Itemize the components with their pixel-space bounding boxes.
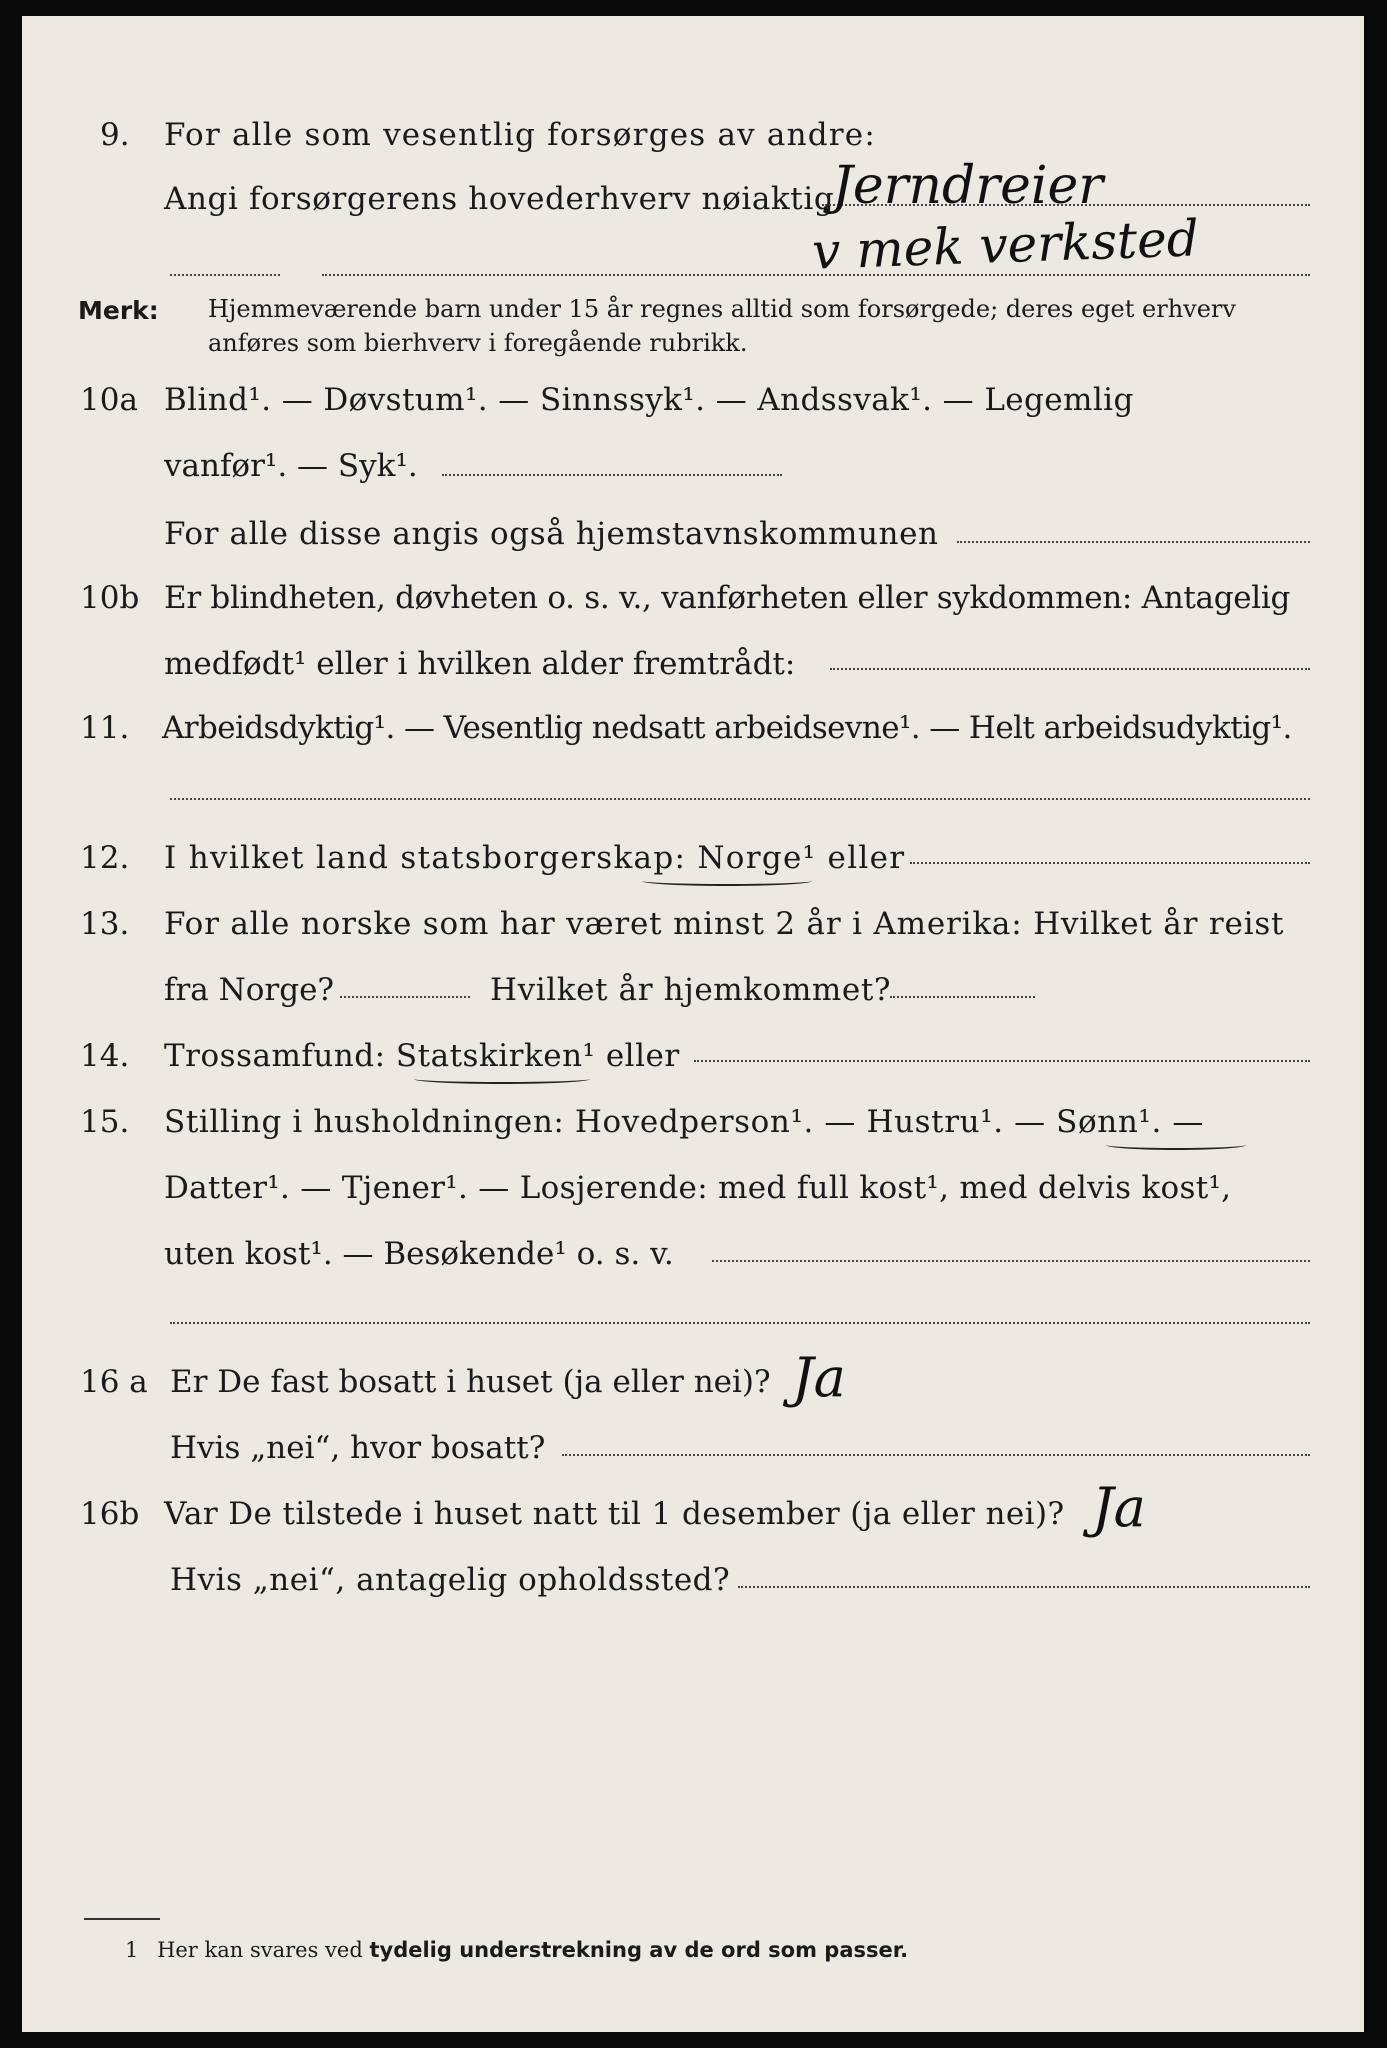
q10a-line1: Blind¹. — Døvstum¹. — Sinnssyk¹. — Andssvak¹. — Legemlig [164,382,1134,418]
q16b-line2: Hvis „nei“, antagelig opholdssted? [170,1562,731,1598]
q14-underline-statskirken [414,1074,590,1084]
footnote [125,1938,908,1962]
q16b-opholdssted-line [738,1586,1310,1588]
q16a-line1: Er De fast bosatt i huset (ja eller nei)? [170,1364,771,1400]
q10b-alder-line [830,668,1310,670]
merk-line2: anføres som bierhverv i foregående rubrikk. [208,329,748,357]
footnote-mark: 1 [125,1938,139,1962]
q10a-kommune-line [957,541,1310,543]
q13-hjemkommet-line [890,996,1035,998]
q10a-number: 10a [80,382,138,418]
q12-eller-line [910,862,1310,864]
q14-eller-line [694,1060,1310,1062]
q16a-handwritten-answer: Ja [792,1346,846,1409]
q11-line-a [170,798,868,800]
q9-answer-line2a [170,274,280,276]
q16b-handwritten-answer: Ja [1092,1476,1146,1539]
q10a-line3: For alle disse angis også hjemstavnskommunen [164,516,939,552]
q15-underline-sonn [1106,1140,1246,1150]
q9-handwritten-answer2: v mek verksted [811,209,1200,281]
q9-handwritten-answer1: Jerndreier [832,156,1104,216]
q15-line2: Datter¹. — Tjener¹. — Losjerende: med full kost¹, med delvis kost¹, [164,1170,1232,1206]
census-form-page [22,16,1364,2032]
q11-line-b [872,798,1310,800]
merk-line1: Hjemmeværende barn under 15 år regnes alltid som forsørgede; deres eget erhverv [208,295,1236,323]
q13-line2a: fra Norge? [164,972,335,1008]
q16a-line2: Hvis „nei“, hvor bosatt? [170,1430,546,1466]
q10b-line1: Er blindheten, døvheten o. s. v., vanførheten eller sykdommen: Antagelig [164,580,1291,616]
merk-label: Merk: [78,296,159,325]
q15-line1: Stilling i husholdningen: Hovedperson¹. — Hustru¹. — Sønn¹. — [164,1104,1204,1140]
q15-line3: uten kost¹. — Besøkende¹ o. s. v. [164,1236,674,1272]
q13-line2b: Hvilket år hjemkommet? [490,972,892,1008]
q11-number: 11. [80,710,130,746]
q13-number: 13. [80,906,130,942]
q12-underline-norge [642,876,812,886]
q10a-line2: vanfør¹. — Syk¹. [164,448,418,484]
q10b-number: 10b [80,580,140,616]
footnote-text-bold: tydelig understrekning av de ord som passer. [369,1938,909,1962]
q9-line2: Angi forsørgerens hovederhverv nøiaktig [164,181,835,217]
q16b-line1: Var De tilstede i huset natt til 1 desember (ja eller nei)? [164,1496,1065,1532]
q9-number: 9. [100,117,130,153]
q16a-bosatt-line [562,1454,1310,1456]
footnote-rule [84,1918,160,1920]
q16b-number: 16b [80,1496,140,1532]
q16a-number: 16 a [80,1364,148,1400]
q14-line1: Trossamfund: Statskirken¹ eller [164,1038,680,1074]
q15-number: 15. [80,1104,130,1140]
q10b-line2: medfødt¹ eller i hvilken alder fremtrådt: [164,646,796,682]
q15-extra-line [170,1322,1310,1324]
q15-besokende-line [712,1260,1310,1262]
q10a-syk-line [442,474,782,476]
footnote-text-plain: Her kan svares ved [157,1938,363,1962]
q9-line1: For alle som vesentlig forsørges av andre: [164,117,876,153]
q13-reist-line [340,996,470,998]
q12-number: 12. [80,840,130,876]
q14-number: 14. [80,1038,130,1074]
q11-line1: Arbeidsdyktig¹. — Vesentlig nedsatt arbeidsevne¹. — Helt arbeidsudyktig¹. [162,710,1292,746]
q12-line1: I hvilket land statsborgerskap: Norge¹ eller [164,840,906,876]
q13-line1: For alle norske som har været minst 2 år i Amerika: Hvilket år reist [164,906,1285,942]
